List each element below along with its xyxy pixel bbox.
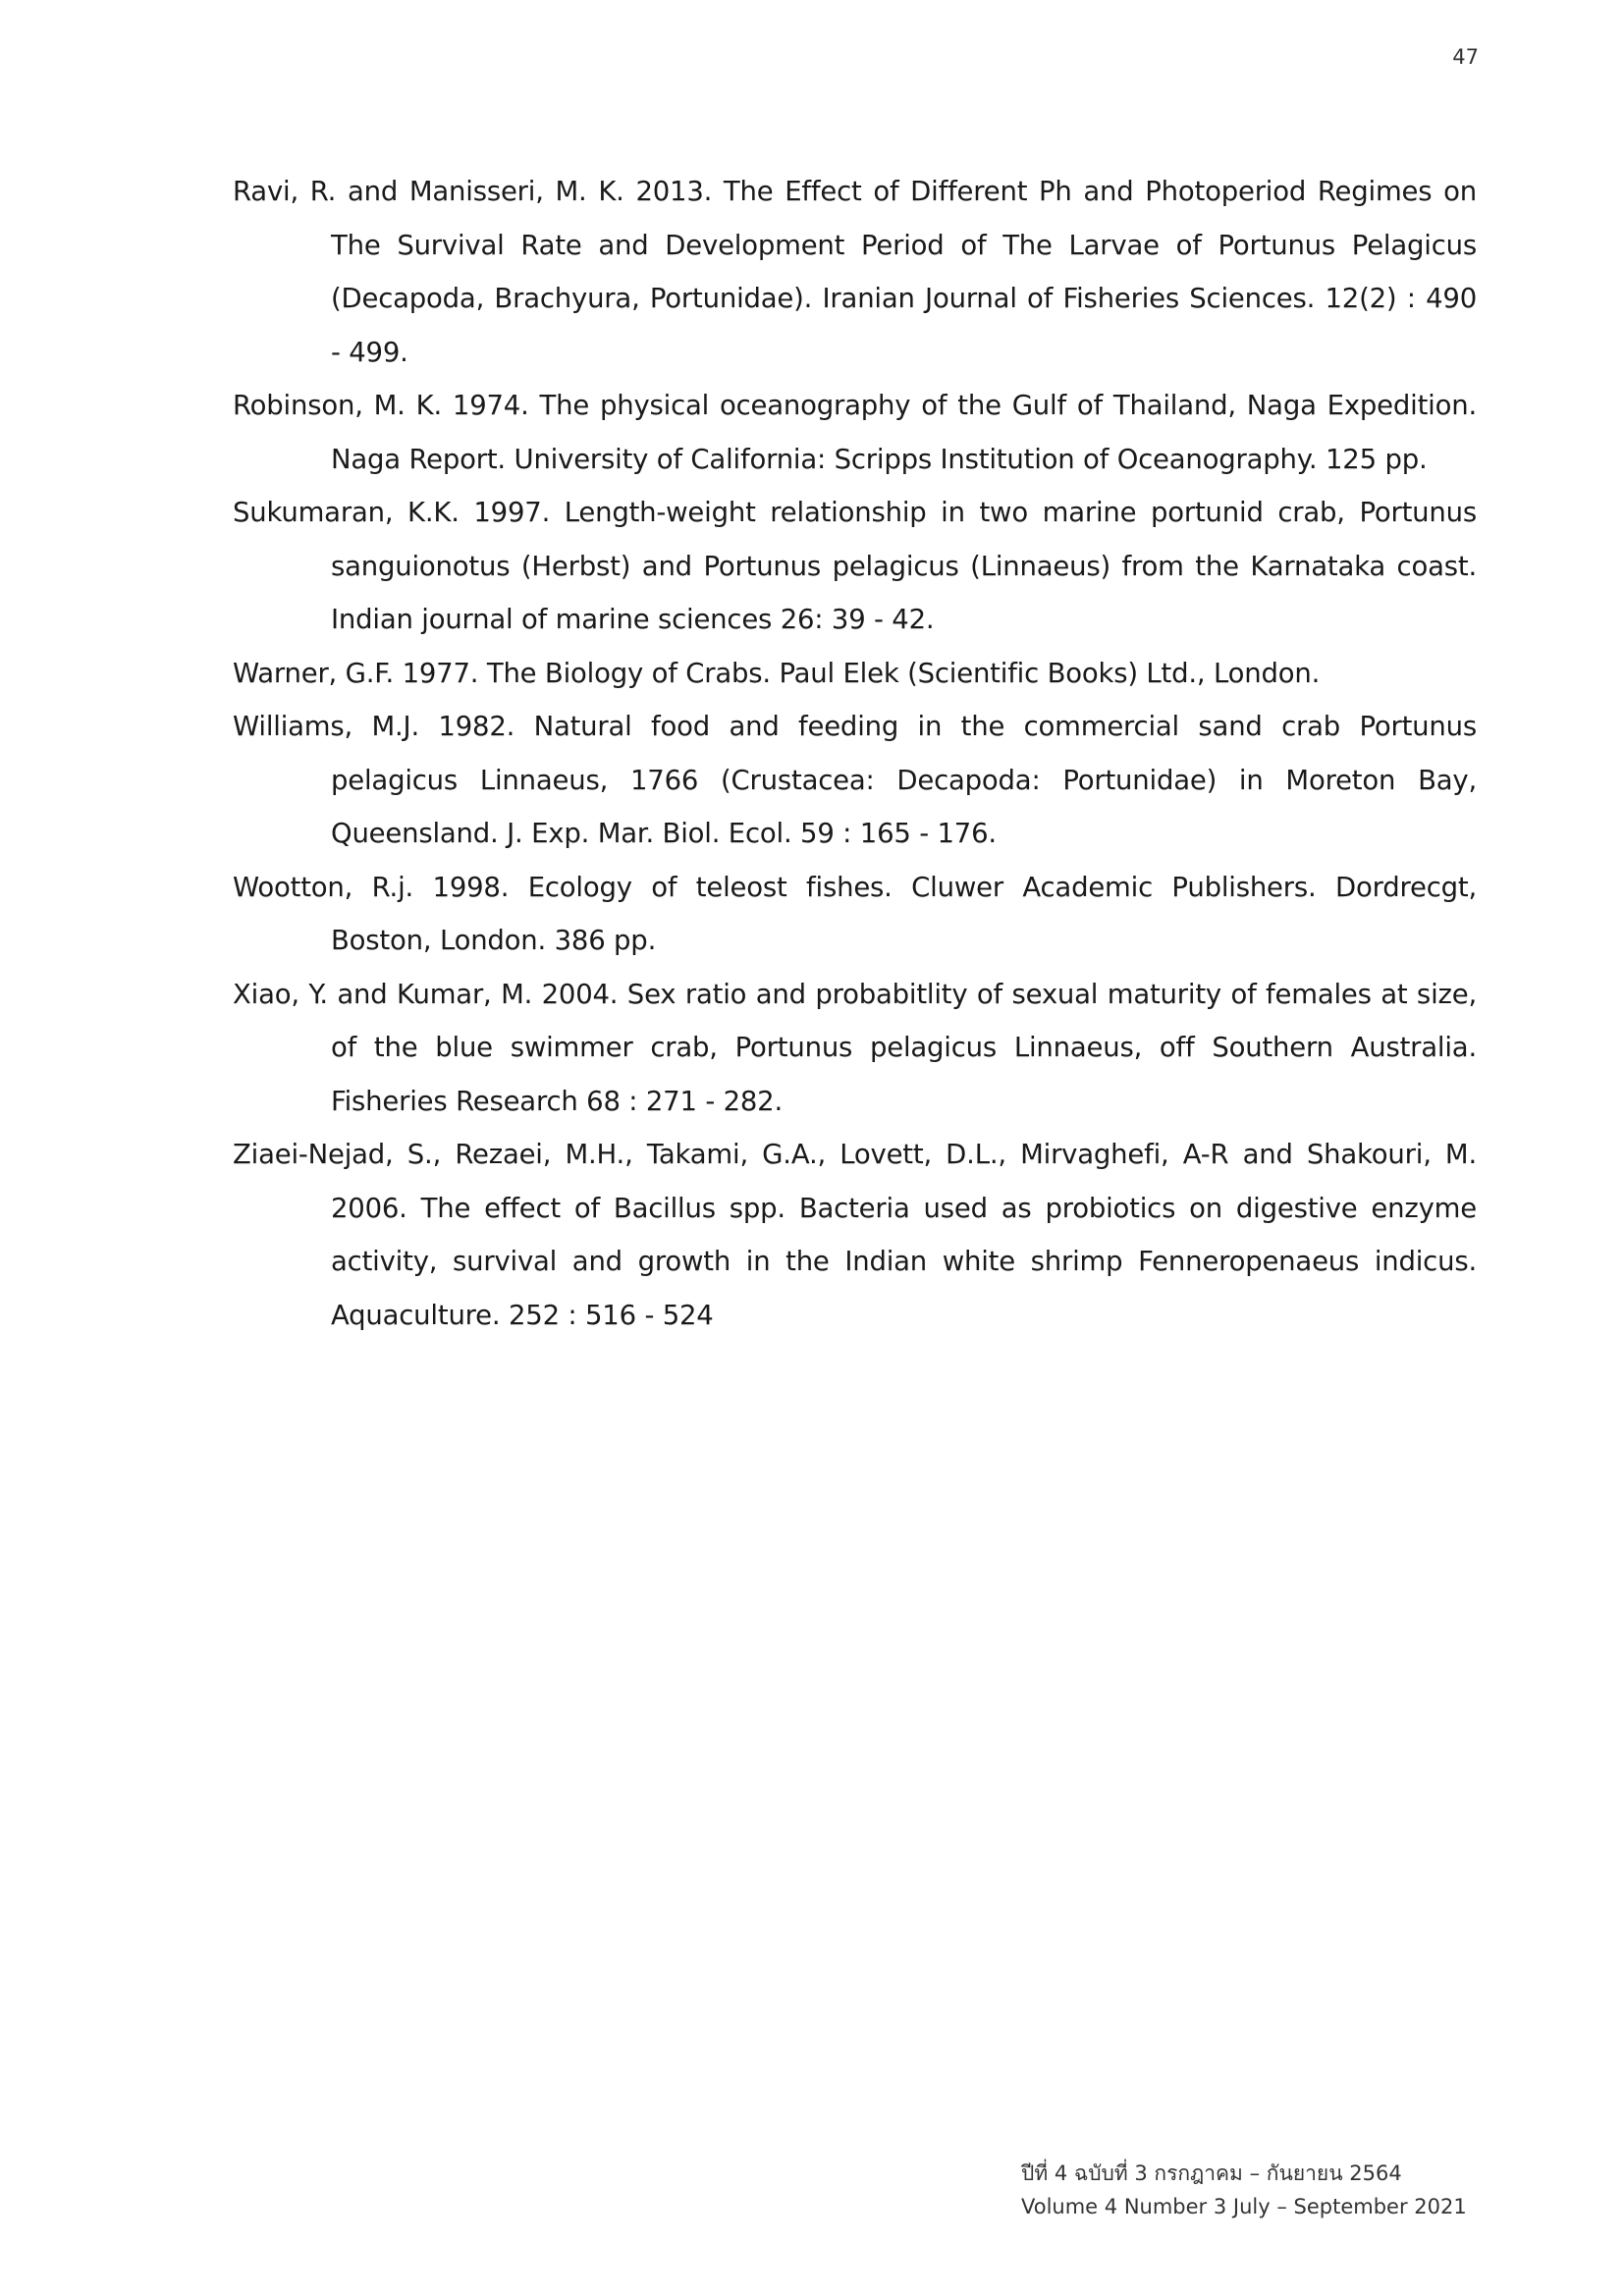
footer-thai-issue: ปีที่ 4 ฉบับที่ 3 กรกฎาคม – กันยายน 2564 — [1021, 2162, 1402, 2185]
reference-entry: Sukumaran, K.K. 1997. Length-weight relationship in two marine portunid crab, Portunus sanguionotus (Herbst) and Portunus pelagicus (Linnaeus) from the Karnataka coast. Indian journal of marine sciences 26: 39 - 42. — [233, 497, 1477, 635]
reference-entry: Ziaei-Nejad, S., Rezaei, M.H., Takami, G.A., Lovett, D.L., Mirvaghefi, A-R and Shakouri, M. 2006. The effect of Bacillus spp. Bacteria used as probiotics on digestive enzyme activity, survival and growth in the Indian white shrimp Fenneropenaeus indicus. Aquaculture. 252 : 516 - 524 — [233, 1139, 1477, 1331]
footer-english-issue: Volume 4 Number 3 July – September 2021 — [1021, 2195, 1467, 2218]
reference-entry: Xiao, Y. and Kumar, M. 2004. Sex ratio and probabitlity of sexual maturity of females at size, of the blue swimmer crab, Portunus pelagicus Linnaeus, off Southern Australia. Fisheries Research 68 : 271 - 282. — [233, 978, 1477, 1117]
page-number: 47 — [1452, 45, 1479, 69]
reference-entry: Williams, M.J. 1982. Natural food and feeding in the commercial sand crab Portunus pelagicus Linnaeus, 1766 (Crustacea: Decapoda: Portunidae) in Moreton Bay, Queensland. J. Exp. Mar. Biol. Ecol. 59 : 165 - 176. — [233, 711, 1477, 849]
reference-entry: Robinson, M. K. 1974. The physical oceanography of the Gulf of Thailand, Naga Expedition. Naga Report. University of California: Scripps Institution of Oceanography. 125 pp. — [233, 390, 1477, 475]
reference-entry: Wootton, R.j. 1998. Ecology of teleost fishes. Cluwer Academic Publishers. Dordrecgt, Boston, London. 386 pp. — [233, 871, 1477, 956]
reference-entry: Ravi, R. and Manisseri, M. K. 2013. The Effect of Different Ph and Photoperiod Regimes on The Survival Rate and Development Period of The Larvae of Portunus Pelagicus (Decapoda, Brachyura, Portunidae). Iranian Journal of Fisheries Sciences. 12(2) : 490 - 499. — [233, 176, 1477, 368]
reference-list — [233, 165, 1477, 1342]
reference-entry: Warner, G.F. 1977. The Biology of Crabs. Paul Elek (Scientific Books) Ltd., London. — [233, 657, 1321, 689]
journal-footer — [1021, 2157, 1467, 2223]
